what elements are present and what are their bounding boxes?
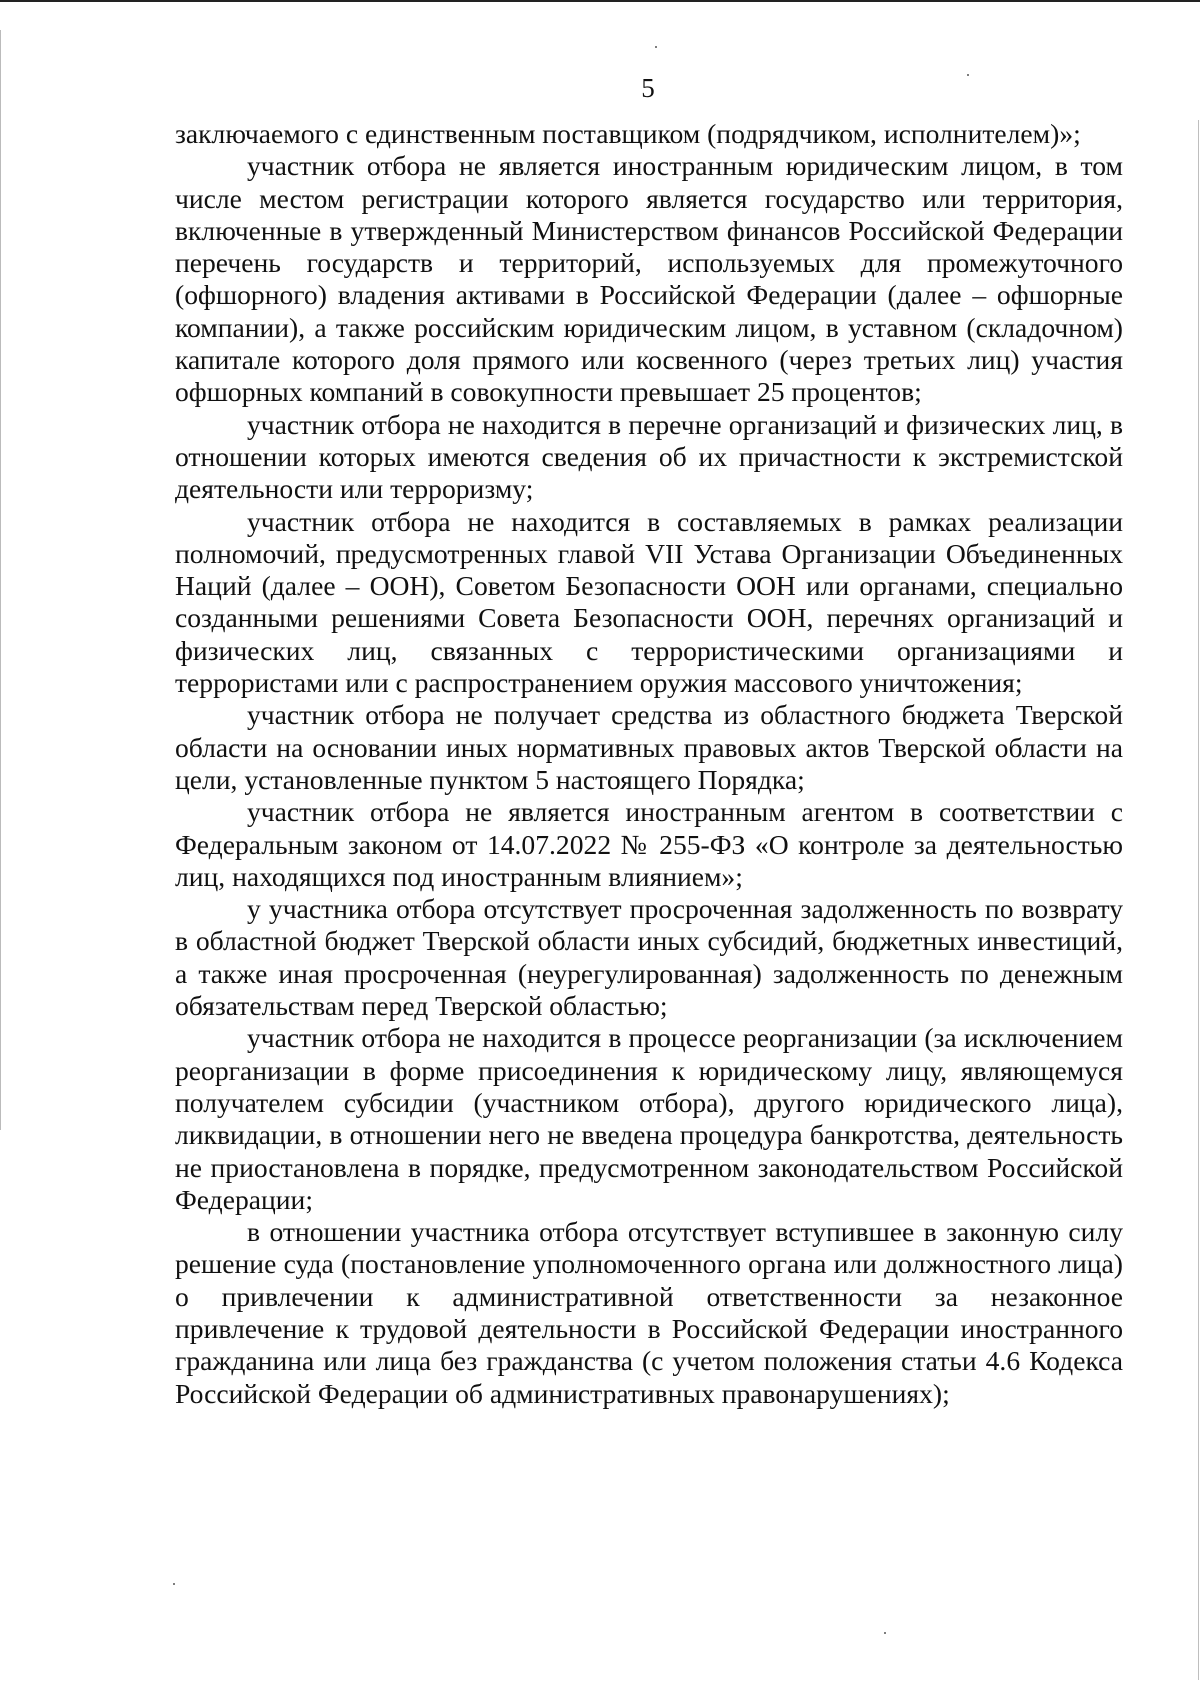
paragraph-overdue-debt: у участника отбора отсутствует просроченная задолженность по возврату в областной бюджет Тверской области иных субсидий, бюджетных инвестиций, а также иная просроченная (неурегулированная) задолженность по денежным обязательствам перед Тверской областью; — [175, 893, 1123, 1022]
paragraph-offshore-companies: участник отбора не является иностранным юридическим лицом, в том числе местом регистрации которого является государство или территория, включенные в утвержденный Министерством финансов Российской Федерации перечень государств и территорий, используемых для промежуточного (офшорного) владения активами в Российской Федерации (далее – офшорные компании), а также российским юридическим лицом, в уставном (складочном) капитале которого доля прямого или косвенного (через третьих лиц) участия офшорных компаний в совокупности превышает 25 процентов; — [175, 150, 1123, 408]
page-number: 5 — [641, 73, 655, 103]
scan-speck — [884, 1632, 886, 1634]
paragraph-court-decision: в отношении участника отбора отсутствует вступившее в законную силу решение суда (постановление уполномоченного органа или должностного лица) о привлечении к административной ответственности за незаконное привлечение к трудовой деятельности в Российской Федерации иностранного гражданина или лица без гражданства (с учетом положения статьи 4.6 Кодекса Российской Федерации об административных правонарушениях); — [175, 1216, 1123, 1409]
paragraph-other-regional-funds: участник отбора не получает средства из областного бюджета Тверской области на основании иных нормативных правовых актов Тверской области на цели, установленные пунктом 5 настоящего Порядка; — [175, 699, 1123, 795]
scan-edge-right — [1198, 120, 1199, 1680]
document-body — [175, 118, 1123, 1410]
scan-speck — [173, 1583, 175, 1585]
scan-edge-left — [0, 30, 1, 1130]
paragraph-extremism-list: участник отбора не находится в перечне организаций и физических лиц, в отношении которых имеются сведения об их причастности к экстремистской деятельности или терроризму; — [175, 408, 1123, 505]
paragraph-un-sanctions-list: участник отбора не находится в составляемых в рамках реализации полномочий, предусмотренных главой VII Устава Организации Объединенных Наций (далее – ООН), Советом Безопасности ООН или органами, специально созданными решениями Совета Безопасности ООН, перечнях организаций и физических лиц, связанных с террористическими организациями и террористами или с распространением оружия массового уничтожения; — [175, 505, 1123, 699]
paragraph-continuation: заключаемого с единственным поставщиком (подрядчиком, исполнителем)»; — [175, 118, 1081, 149]
page-top-border — [0, 0, 1200, 2]
scan-speck — [655, 46, 657, 48]
paragraph-reorganization-bankruptcy: участник отбора не находится в процессе реорганизации (за исключением реорганизации в форме присоединения к юридическому лицу, являющемуся получателем субсидии (участником отбора), другого юридического лица), ликвидации, в отношении него не введена процедура банкротства, деятельность не приостановлена в порядке, предусмотренном законодательством Российской Федерации; — [175, 1022, 1123, 1215]
paragraph-foreign-agent: участник отбора не является иностранным агентом в соответствии с Федеральным законом от 14.07.2022 № 255-ФЗ «О контроле за деятельностью лиц, находящихся под иностранным влиянием»; — [175, 796, 1123, 892]
